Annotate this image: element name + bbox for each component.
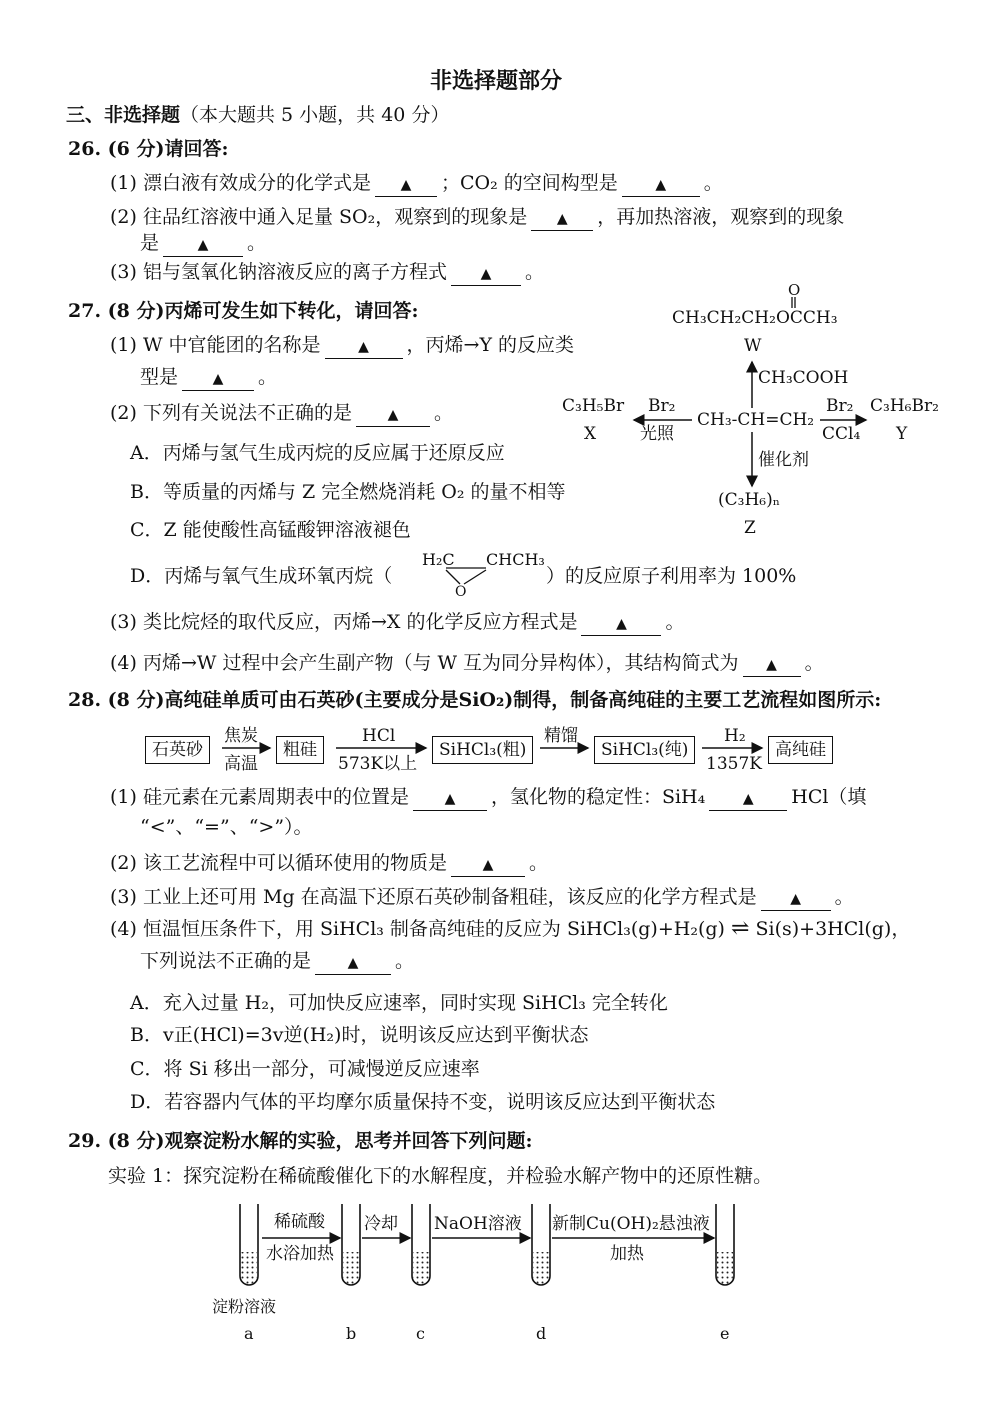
tube-label-b: b xyxy=(346,1324,357,1343)
flow-step-distillation: 精馏 xyxy=(544,726,578,746)
flow-box-sihcl3-pure: SiHCl₃(纯) xyxy=(594,736,695,764)
x-label: X xyxy=(584,424,597,444)
answer-blank[interactable]: ▲ xyxy=(356,402,430,427)
q28-option-c: C．将 Si 移出一部分，可减慢逆反应速率 xyxy=(130,1058,480,1080)
q26-part1: (1) 漂白液有效成分的化学式是 ▲ ；CO₂ 的空间构型是 ▲ 。 xyxy=(110,170,723,197)
answer-blank[interactable]: ▲ xyxy=(451,852,525,877)
answer-blank[interactable]: ▲ xyxy=(581,611,661,636)
tube-label-d: d xyxy=(536,1324,547,1343)
flow-box-quartz-sand: 石英砂 xyxy=(145,736,210,764)
q29-experiment1: 实验 1：探究淀粉在稀硫酸催化下的水解程度，并检验水解产物中的还原性糖。 xyxy=(108,1165,773,1187)
w-carbonyl-o: O xyxy=(788,281,801,299)
answer-blank[interactable]: ▲ xyxy=(451,261,521,286)
q29-heading: 29. (8 分)观察淀粉水解的实验，思考并回答下列问题: xyxy=(68,1130,533,1152)
flow-reagent-hcl: HCl xyxy=(362,726,396,746)
answer-blank[interactable]: ▲ xyxy=(163,232,243,257)
q27-option-b: B．等质量的丙烯与 Z 完全燃烧消耗 O₂ 的量不相等 xyxy=(130,481,566,503)
z-formula: (C₃H₆)ₙ xyxy=(718,490,781,510)
catalyst-condition: 催化剂 xyxy=(758,450,809,470)
q27-part1-cont: 型是 ▲ 。 xyxy=(140,364,277,391)
q28-part1-cont: “<”、“=”、“>”）。 xyxy=(140,816,313,838)
q27-part2: (2) 下列有关说法不正确的是 ▲ 。 xyxy=(110,400,453,427)
test-tube-d xyxy=(532,1204,550,1285)
flow-box-sihcl3-crude: SiHCl₃(粗) xyxy=(432,736,533,764)
y-label: Y xyxy=(896,424,908,444)
page-title: 非选择题部分 xyxy=(429,68,562,94)
flow-condition-1357k: 1357K xyxy=(706,754,762,774)
left-br2-reagent: Br₂ xyxy=(648,396,676,416)
test-tube-e xyxy=(716,1204,734,1285)
epoxide-left-group: H₂C xyxy=(422,550,455,569)
q27-option-a: A．丙烯与氢气生成丙烷的反应属于还原反应 xyxy=(130,442,505,464)
q28-option-d: D．若容器内气体的平均摩尔质量保持不变，说明该反应达到平衡状态 xyxy=(130,1091,716,1113)
flow-box-high-purity-silicon: 高纯硅 xyxy=(768,736,833,764)
section-heading: 三、非选择题（本大题共 5 小题，共 40 分） xyxy=(66,104,450,126)
step-cooling: 冷却 xyxy=(364,1214,398,1234)
q26-part3: (3) 铝与氢氧化钠溶液反应的离子方程式 ▲ 。 xyxy=(110,259,544,286)
q27-part4: (4) 丙烯→W 过程中会产生副产物（与 W 互为同分异构体），其结构简式为 ▲ 。 xyxy=(110,650,824,677)
answer-blank[interactable]: ▲ xyxy=(182,366,254,391)
epoxide-oxygen: O xyxy=(455,584,467,600)
answer-blank[interactable]: ▲ xyxy=(315,950,391,975)
q27-heading: 27. (8 分)丙烯可发生如下转化，请回答: xyxy=(68,300,419,322)
flow-condition-high-temp: 高温 xyxy=(224,754,258,774)
tube-label-c: c xyxy=(416,1324,425,1343)
q26-part2-cont: 是 ▲ 。 xyxy=(140,230,266,257)
answer-blank[interactable]: ▲ xyxy=(413,786,487,811)
q26-part2: (2) 往品红溶液中通入足量 SO₂，观察到的现象是 ▲ ，再加热溶液，观察到的现象 xyxy=(110,204,844,231)
step-naoh-solution: NaOH溶液 xyxy=(434,1214,522,1234)
q28-part4: (4) 恒温恒压条件下，用 SiHCl₃ 制备高纯硅的反应为 SiHCl₃(g)+H₂(g) ⇌ Si(s)+3HCl(g)， xyxy=(110,916,911,941)
q28-heading: 28. (8 分)高纯硅单质可由石英砂(主要成分是SiO₂)制得，制备高纯硅的主要工艺流程如图所示: xyxy=(68,689,882,711)
test-tube-b xyxy=(342,1204,360,1285)
step-water-bath-heating: 水浴加热 xyxy=(266,1244,334,1264)
acetic-acid-reagent: CH₃COOH xyxy=(758,368,849,388)
q27-part1: (1) W 中官能团的名称是 ▲ ，丙烯→Y 的反应类 xyxy=(110,332,574,359)
right-condition: CCl₄ xyxy=(822,424,861,444)
q28-part3: (3) 工业上还可用 Mg 在高温下还原石英砂制备粗硅，该反应的化学方程式是 ▲ 。 xyxy=(110,884,854,911)
q27-part3: (3) 类比烷烃的取代反应，丙烯→X 的化学反应方程式是 ▲ 。 xyxy=(110,609,684,636)
x-formula: C₃H₅Br xyxy=(562,396,625,416)
y-formula: C₃H₆Br₂ xyxy=(870,396,939,416)
answer-blank[interactable]: ▲ xyxy=(325,334,403,359)
flow-reagent-h2: H₂ xyxy=(724,726,746,746)
propene-formula: CH₃-CH=CH₂ xyxy=(697,410,815,430)
q28-option-b: B．v正(HCl)=3v逆(H₂)时，说明该反应达到平衡状态 xyxy=(130,1024,589,1046)
tube-label-e: e xyxy=(720,1324,730,1343)
answer-blank[interactable]: ▲ xyxy=(375,172,437,197)
q27-option-d-end: ）的反应原子利用率为 100% xyxy=(546,565,797,587)
starch-solution-label: 淀粉溶液 xyxy=(212,1297,277,1316)
tube-label-a: a xyxy=(244,1324,254,1343)
step-heating: 加热 xyxy=(610,1244,644,1264)
test-tube-a xyxy=(240,1204,258,1285)
q28-part2: (2) 该工艺流程中可以循环使用的物质是 ▲ 。 xyxy=(110,850,548,877)
flow-box-crude-silicon: 粗硅 xyxy=(276,736,324,764)
q28-option-a: A．充入过量 H₂，可加快反应速率，同时实现 SiHCl₃ 完全转化 xyxy=(130,992,668,1014)
w-formula: CH₃CH₂CH₂OCCH₃ xyxy=(672,308,838,328)
answer-blank[interactable]: ▲ xyxy=(531,206,593,231)
flow-reagent-coke: 焦炭 xyxy=(224,726,258,746)
test-tube-c xyxy=(412,1204,430,1285)
answer-blank[interactable]: ▲ xyxy=(709,786,787,811)
answer-blank[interactable]: ▲ xyxy=(761,886,831,911)
q28-part1: (1) 硅元素在元素周期表中的位置是 ▲ ，氢化物的稳定性：SiH₄ ▲ HCl（填 xyxy=(110,784,866,811)
q27-option-c: C．Z 能使酸性高锰酸钾溶液褪色 xyxy=(130,519,411,541)
z-label: Z xyxy=(744,518,756,538)
right-br2-reagent: Br₂ xyxy=(826,396,854,416)
q26-heading: 26. (6 分)请回答: xyxy=(68,138,229,160)
epoxide-right-group: CHCH₃ xyxy=(486,550,545,569)
answer-blank[interactable]: ▲ xyxy=(743,652,801,677)
q27-option-d-start: D．丙烯与氧气生成环氧丙烷（ xyxy=(130,565,393,587)
step-fresh-cuoh2: 新制Cu(OH)₂悬浊液 xyxy=(552,1214,710,1234)
w-label: W xyxy=(744,336,762,356)
left-condition: 光照 xyxy=(640,424,674,444)
flow-condition-573k: 573K以上 xyxy=(338,754,418,774)
answer-blank[interactable]: ▲ xyxy=(622,172,700,197)
equilibrium-arrow: ⇌ xyxy=(731,916,750,941)
q28-part4-cont: 下列说法不正确的是 ▲ 。 xyxy=(140,948,414,975)
step-dilute-sulfuric-acid: 稀硫酸 xyxy=(274,1212,325,1232)
